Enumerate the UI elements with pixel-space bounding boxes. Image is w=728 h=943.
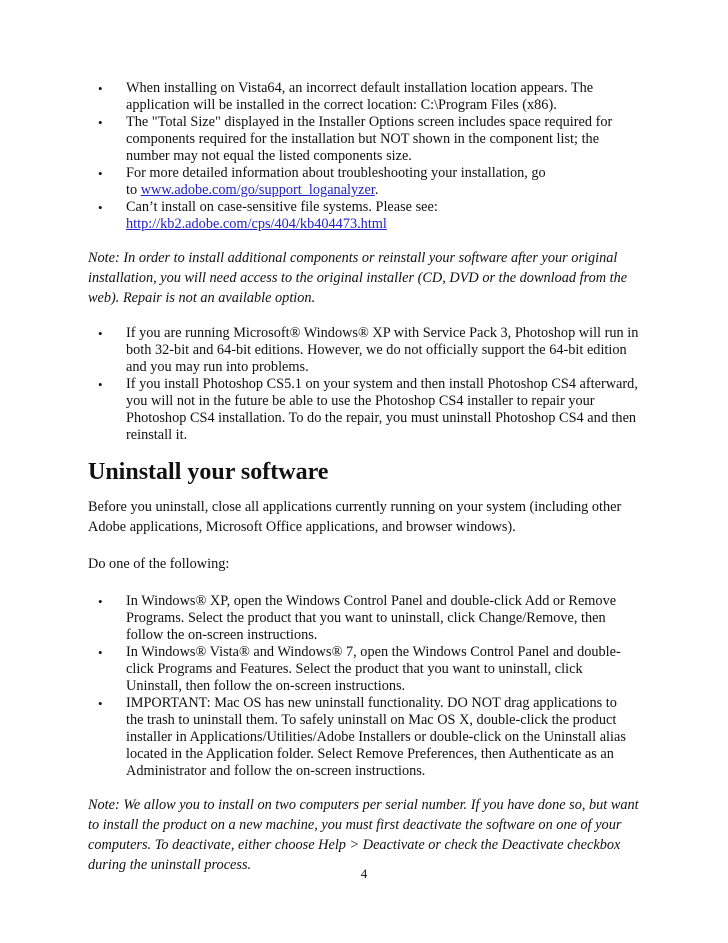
list-item: • When installing on Vista64, an incorrect default installation location appears. The application will be installed in the correct location: C:\Program Files (x86). [98,80,594,113]
list-item: • If you install Photoshop CS5.1 on your system and then install Photoshop CS4 afterward, you will not in the future be able to use the Photoshop CS4 installer to repair your Photoshop CS4 installation. To do the repair, you must uninstall Photoshop CS4 and then reinstall it. [98,376,638,443]
list-item: • In Windows® Vista® and Windows® 7, open the Windows Control Panel and double- click Programs and Features. Select the product that you want to uninstall, click Uninstall, then follow the on-screen instructions. [98,644,621,694]
bullet-icon: • [98,696,103,711]
reinstall-note: Note: In order to install additional components or reinstall your software after your original installation, you will need access to the original installer (CD, DVD or the download from the web). Repair is not an available option. [88,250,628,306]
bullet-icon: • [98,377,103,392]
section-heading: Uninstall your software [88,459,329,485]
bullet-icon: • [98,200,103,215]
list-item: • Can’t install on case-sensitive file systems. Please see: http://kb2.adobe.com/cps/404/kb404473.html [98,199,438,232]
uninstall-steps-list [98,593,648,780]
list-item: • In Windows® XP, open the Windows Control Panel and double-click Add or Remove Programs. Select the product that you want to uninstall, click Change/Remove, then follow the on-screen instructions. [98,593,617,643]
bullet-icon: • [98,326,103,341]
bullet-icon: • [98,166,103,181]
bullet-icon: • [98,645,103,660]
loganalyzer-link[interactable]: www.adobe.com/go/support_loganalyzer [140,182,375,198]
list-item: • The "Total Size" displayed in the Installer Options screen includes space required for components required for the installation but NOT shown in the component list; the number may not equal the listed components size. [98,114,613,164]
do-one-paragraph: Do one of the following: [88,556,230,572]
bullet-icon: • [98,115,103,130]
bullet-icon: • [98,81,103,96]
install-notes-list [98,80,648,233]
kb-article-link[interactable]: http://kb2.adobe.com/cps/404/kb404473.html [126,216,387,232]
list-item: • If you are running Microsoft® Windows® XP with Service Pack 3, Photoshop will run in both 32-bit and 64-bit editions. However, we do not officially support the 64-bit edition and you may run into problems. [98,325,639,375]
page-content [88,80,648,875]
deactivate-note: Note: We allow you to install on two computers per serial number. If you have done so, but want to install the product on a new machine, you must first deactivate the software on one of your computers. To deactivate, either choose Help > Deactivate or check the Deactivate checkbox during the uninstall process. [88,797,639,873]
list-item: • IMPORTANT: Mac OS has new uninstall functionality. DO NOT drag applications to the trash to uninstall them. To safely uninstall on Mac OS X, double-click the product installer in Applications/Utilities/Adobe Installers or double-click on the Uninstall alias located in the Application folder. Select Remove Preferences, then Authenticate as an Administrator and follow the on-screen instructions. [98,695,626,779]
bullet-icon: • [98,594,103,609]
list-item: • For more detailed information about troubleshooting your installation, go to www.adobe.com/go/support_loganalyzer. [98,165,546,198]
photoshop-notes-list [98,325,648,444]
page-number: 4 [360,866,368,881]
before-uninstall-paragraph: Before you uninstall, close all applications currently running on your system (including other Adobe applications, Microsoft Office applications, and browser windows). [88,499,622,535]
